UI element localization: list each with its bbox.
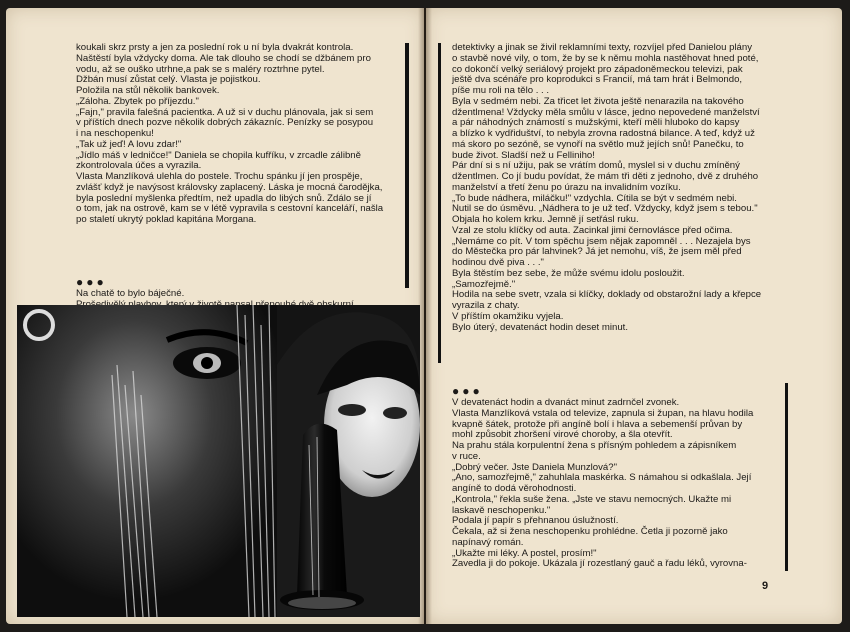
text-line: V devatenáct hodin a dvanáct minut zadrnčel zvonek.	[452, 397, 680, 408]
text-line: a pár náhodných známostí s mužskými, kteří měli hluboko do kapsy	[452, 117, 740, 129]
text-line: detektivky a jinak se živil reklamními texty, rozvíjel před Danielou plány	[452, 42, 753, 53]
text-line: má skoro po sezóně, se vynoří na světlo muž jejích snů! Panečku, to	[452, 138, 744, 150]
text-line: o stavbě nové vily, o tom, že by se k němu mohla nastěhovat hned poté,	[452, 52, 759, 64]
text-line: „Záloha. Zbytek po příjezdu."	[76, 95, 199, 107]
book-gutter	[418, 8, 432, 624]
text-line: „Samozřejmě."	[452, 278, 516, 290]
text-line: po staletí ukrytý poklad kapitána Morgana.	[76, 214, 257, 225]
text-line: „Tak už jeď! A lovu zdar!"	[76, 138, 182, 150]
text-line: „Kontrola," řekla suše žena. „Jste ve stavu nemocných. Ukažte mi	[452, 493, 732, 505]
text-line: píše mu roli na tělo . . .	[452, 85, 550, 96]
text-line: Vlasta Manzlíková ulehla do postele. Trochu spánku jí jen prospěje,	[76, 171, 363, 182]
text-line: byla poslední myšlenka předtím, než upadla do libých snů. Zdálo se jí	[76, 192, 372, 204]
section-separator-right: ●●●	[452, 384, 483, 398]
text-line: i na neschopenku!	[76, 128, 154, 139]
text-line: v příštích dnech pozve několik dobrých zákazníc. Penízky se posypou	[76, 117, 374, 129]
text-line: zvlášť když je navýsost královsky zaplacený. Láska je mocná čarodějka,	[76, 181, 383, 193]
right-page-text-bottom	[452, 384, 777, 570]
text-line: ještě dva scénáře pro koprodukci s Francií, má tam hrát i Belmondo,	[452, 74, 743, 86]
text-line: Pár dní si s ní užiju, pak se vrátím domů, myslel si v duchu zmíněný	[452, 160, 740, 172]
text-line: „Jídlo máš v ledničce!" Daniela se chopila kufříku, v zrcadle zálibně	[76, 149, 361, 161]
text-line: Hodila na sebe svetr, vzala si klíčky, doklady od obstarožní lady a křepce	[452, 289, 762, 301]
text-line: Bylo úterý, devatenáct hodin deset minut.	[452, 321, 628, 333]
text-line: Položila na stůl několik bankovek.	[76, 85, 220, 96]
text-line: zkontrolovala účes a vyrazila.	[76, 160, 202, 172]
text-line: v ruce.	[452, 450, 481, 462]
text-line: Na chatě to bylo báječné.	[76, 288, 185, 299]
page-number: 9	[762, 580, 769, 592]
text-line: Byla v sedmém nebi. Za třicet let života ještě nenarazila na takového	[452, 95, 744, 107]
text-line: džentlmena! Vždycky měla smůlu v lásce, jedno nepovedené manželství	[452, 106, 760, 118]
text-line: manželství a třetí ženu po úrazu na invalidním vozíku.	[452, 181, 681, 193]
text-line: koukali skrz prsty a jen za poslední rok u ní byla dvakrát kontrola.	[76, 42, 354, 53]
right-page-lower-vertical-rule	[785, 383, 788, 571]
text-line: Čekala, až si žena neschopenku prohlédne. Četla ji pozorně jako	[452, 526, 728, 537]
text-line: „To bude nádhera, miláčku!" vzdychla. Cítila se být v sedmém nebi.	[452, 192, 737, 204]
text-line: „Fajn," pravila falešná pacientka. A už si v duchu plánovala, jak si sem	[76, 106, 374, 118]
text-line: „Nemáme co pít. V tom spěchu jsem nějak zapomněl . . . Nezajela bys	[452, 235, 751, 247]
right-page-paragraph	[452, 398, 777, 570]
left-page-vertical-rule	[405, 43, 409, 288]
text-line: „Ukažte mi léky. A postel, prosím!"	[452, 547, 597, 559]
text-line: Naštěstí byla vždycky doma. Ale tak dlouho se chodí se džbánem pro	[76, 52, 371, 64]
text-line: napínavý román.	[452, 536, 524, 548]
text-line: vyrazila z chaty.	[452, 300, 520, 311]
text-line: Vzal ze stolu klíčky od auta. Zacinkal jimi černovlásce před očima.	[452, 224, 733, 236]
illustration-photo	[17, 305, 420, 617]
text-line: vodu, až se ouško utrhne,a pak se s maléry roztrhne pytel.	[76, 63, 325, 75]
right-page-vertical-rule	[438, 43, 441, 363]
text-line: hodinou dvě piva . . ."	[452, 257, 544, 268]
text-line: bude život. Sladší než u Felliniho!	[452, 149, 595, 161]
text-line: angíně to dodá věrohodnosti.	[452, 483, 577, 494]
section-separator: ●●●	[76, 275, 107, 289]
text-line: Džbán musí zůstat celý. Vlasta je pojistkou.	[76, 74, 261, 86]
text-line: Objala ho kolem krku. Jemně jí setřásl ruku.	[452, 214, 639, 225]
illustration-graphic	[17, 305, 420, 617]
text-line: do Městečka pro pár lahvinek? Já jet nemohu, víš, že jsem měl před	[452, 246, 742, 258]
text-line: Vlasta Manzlíková vstala od televize, zapnula si župan, na hlavu hodila	[452, 407, 754, 419]
left-page-text-top	[76, 43, 401, 226]
text-line: a blízko k vydřiduštví, to nebyla zrovna radostná bilance. A teď, když už	[452, 128, 755, 139]
text-line: o tom, jak na ostrově, kam se v létě vypravila s cestovní kanceláří, našla	[76, 203, 384, 215]
text-line: Zavedla ji do pokoje. Ukázala jí rozestlaný gauč a řadu léků, vyrovna-	[452, 558, 747, 570]
text-line: „Dobrý večer. Jste Daniela Munzlová?"	[452, 461, 617, 473]
text-line: V příštím okamžiku vyjela.	[452, 310, 564, 322]
text-line: džentlmen. Co jí budu povídat, že mám tři děti z jednoho, dvě z druhého	[452, 171, 759, 182]
text-line: Byla štěstím bez sebe, že může svému idolu posloužit.	[452, 267, 685, 279]
text-line: Podala jí papír s přehnanou úslužností.	[452, 515, 619, 527]
text-line: „Ano, samozřejmě," zahuhlala maskérka. S námahou si odkašlala. Její	[452, 472, 752, 484]
text-line: kvapně šátek, protože při angíně bolí i hlava a sebemenší průvan by	[452, 418, 743, 430]
text-line: Na prahu stála korpulentní žena s přísným pohledem a zápisníkem	[452, 440, 737, 451]
text-line: laskavě neschopenku."	[452, 504, 551, 516]
text-line: mohl způsobit zhoršení virové choroby, a šla otevřít.	[452, 429, 673, 441]
text-line: co dokončí velký seriálový projekt pro západoněmeckou televizi, pak	[452, 63, 743, 75]
right-page-text-top	[452, 43, 777, 333]
text-line: Nutil se do úsměvu. „Nádhera to je už teď. Vždycky, když jsem s tebou."	[452, 203, 758, 215]
